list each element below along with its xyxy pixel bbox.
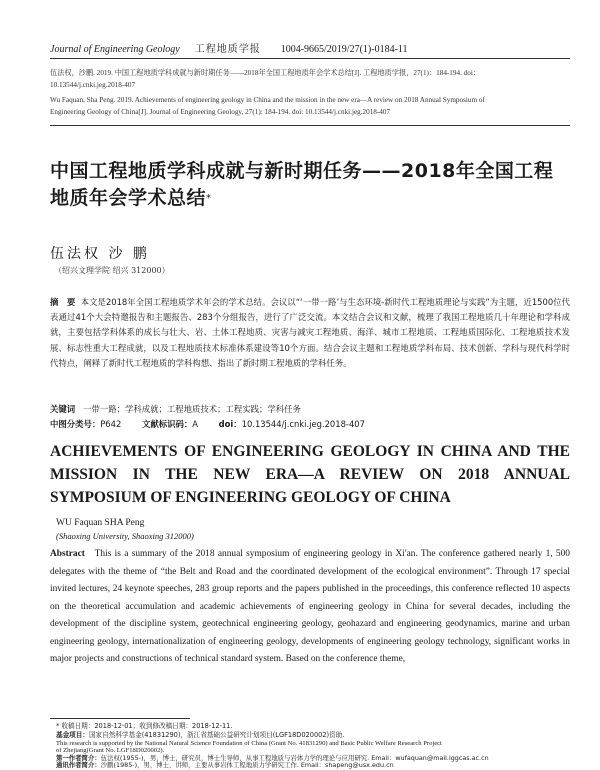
abstract-cn-text: 本文是2018年全国工程地质学术年会的学术总结。会议以“‘一带一路’与生态环境-新时代工程地质理论与实践”为主题，近1500位代表通过41个大会特邀报告和主题报告、283个分组报告，进行了广泛交流。本文结合会议和文献，梳理了我国工程地质几十年理论和学科成就，主要包括学科体系的成长与壮大、岩、土体工程地质、灾害与减灾工程地质、海洋、城市工程地质、工程地质国际化、工程地质技术发展、标志性重大工程成就，以及工程地质技术标准体系建设等10个方面。结合会议主题和工程地质学科布局、技术创新、学科与现代科学时代特点，阐释了新时代工程地质的学科构想、指出了新时期工程地质的学科任务。	[50, 297, 570, 368]
classification-line	[50, 417, 570, 431]
abstract-en-label: Abstract	[50, 549, 85, 559]
title-en: ACHIEVEMENTS OF ENGINEERING GEOLOGY IN CHINA AND THE MISSION IN THE NEW ERA—A REVIEW ON 2018 ANNUAL SYMPOSIUM OF ENGINEERING GEOLOGY OF CHINA	[50, 443, 570, 506]
citation-cn	[50, 68, 570, 91]
abstract-cn	[50, 295, 570, 371]
keywords-cn-text: 一带一路；学科成就；工程地质技术；工程实践；学科任务	[83, 404, 301, 414]
doc-code-value: A	[192, 419, 198, 429]
citation-en-line2: Engineering Geology of China[J]. Journal of Engineering Geology, 27(1): 184-194. doi: 10.13544/j.cnki.jeg.2018-407	[50, 107, 391, 116]
header-rule	[50, 58, 570, 59]
keywords-cn-label: 关键词	[50, 404, 76, 414]
footnote-fund-en-1: This research is supported by the National Natural Science Foundation of China (Grant No. 41831290) and Basic Public Welfare Research Project	[56, 740, 442, 747]
footnote-rule	[50, 718, 190, 719]
first-author-text: 伍法权(1955-)，男，博士，研究员，博士生导师，从事工程地质与岩体力学的理论与应用研究. Email：wufaquan@mail.iggcas.ac.cn	[100, 754, 489, 762]
title-footnote-mark: *	[206, 193, 212, 204]
citation-cn-line2: 10.13544/j.cnki.jeg.2018-407	[50, 80, 136, 89]
affiliation-cn: （绍兴文理学院 绍兴 312000）	[54, 266, 170, 275]
footnote-fund	[56, 731, 576, 739]
citation-en-line1: Wu Faquan, Sha Peng. 2019. Achievements of engineering geology in China and the mission in the new era—A review on 2018 Annual Symposium of	[50, 96, 485, 104]
abstract-en-text: This is a summary of the 2018 annual symposium of engineering geology in Xi'an. The conference gathered nearly 1, 500 delegates with the theme of “the Belt and Road and the coordinated development of the ecological environment”. Through 17 special invited lectures, 24 keynote speeches, 283 group reports and the papers published in the proceedings, this conference reflected 10 aspects on the theoretical accumulation and academic achievements of engineering geology in China for several decades, including the development of the discipline system, geotechnical engineering geology, geohazard and engineering geodynamics, marine and urban engineering geology, internationalization of engineering geology, developments of engineering geology technology, significant works in major projects and constructions of technical standard system. Based on the conference theme,	[50, 549, 570, 664]
fund-label: 基金项目：	[56, 731, 89, 739]
authors-cn: 伍法权 沙 鹏	[50, 246, 150, 262]
abstract-en	[50, 546, 570, 669]
citation-en	[50, 95, 570, 118]
authors-en: WU Faquan SHA Peng	[56, 518, 145, 528]
title-cn	[50, 158, 570, 212]
fund-text: 国家自然科学基金(41831290)，浙江省基础公益研究计划项目(LGF18D020002)资助.	[88, 731, 345, 739]
journal-name-en: Journal of Engineering Geology	[50, 44, 180, 55]
affiliation-en: (Shaoxing University, Shaoxing 312000)	[56, 531, 194, 541]
footnote-fund-en-2: of Zhejiang(Grant No. LGF18D020002).	[56, 747, 165, 754]
doi-label: doi：	[218, 419, 242, 429]
keywords-cn	[50, 402, 570, 416]
clc-label: 中图分类号：	[50, 419, 101, 429]
journal-name-cn: 工程地质学报	[194, 44, 261, 55]
footnote-corr-author	[56, 761, 576, 769]
doc-code-label: 文献标识码：	[141, 419, 193, 429]
first-author-label: 第一作者简介：	[56, 754, 101, 762]
running-header	[50, 40, 560, 55]
title-cn-text: 中国工程地质学科成就与新时期任务——2018年全国工程地质年会学术总结	[50, 160, 554, 209]
corr-author-label: 通讯作者简介：	[56, 761, 101, 769]
doi-value: 10.13544/j.cnki.jeg.2018-407	[241, 419, 365, 429]
citation-cn-line1: 伍法权，沙鹏. 2019. 中国工程地质学科成就与新时期任务——2018年全国工程地质年会学术总结[J]. 工程地质学报，27(1)：184-194. doi：	[50, 69, 481, 77]
corr-author-text: 沙鹏(1985-)，男，博士，讲师，主要从事岩体工程地质力学研究工作. Email：shapeng@usx.edu.cn	[100, 761, 394, 769]
abstract-cn-label: 摘 要	[50, 297, 76, 307]
issue-info: 1004-9665/2019/27(1)-0184-11	[280, 44, 408, 55]
citation-rule	[50, 125, 570, 126]
clc-value: P642	[100, 419, 122, 429]
footnote-received: * 收稿日期：2018-12-01；收到修改稿日期：2018-12-11.	[56, 722, 233, 730]
